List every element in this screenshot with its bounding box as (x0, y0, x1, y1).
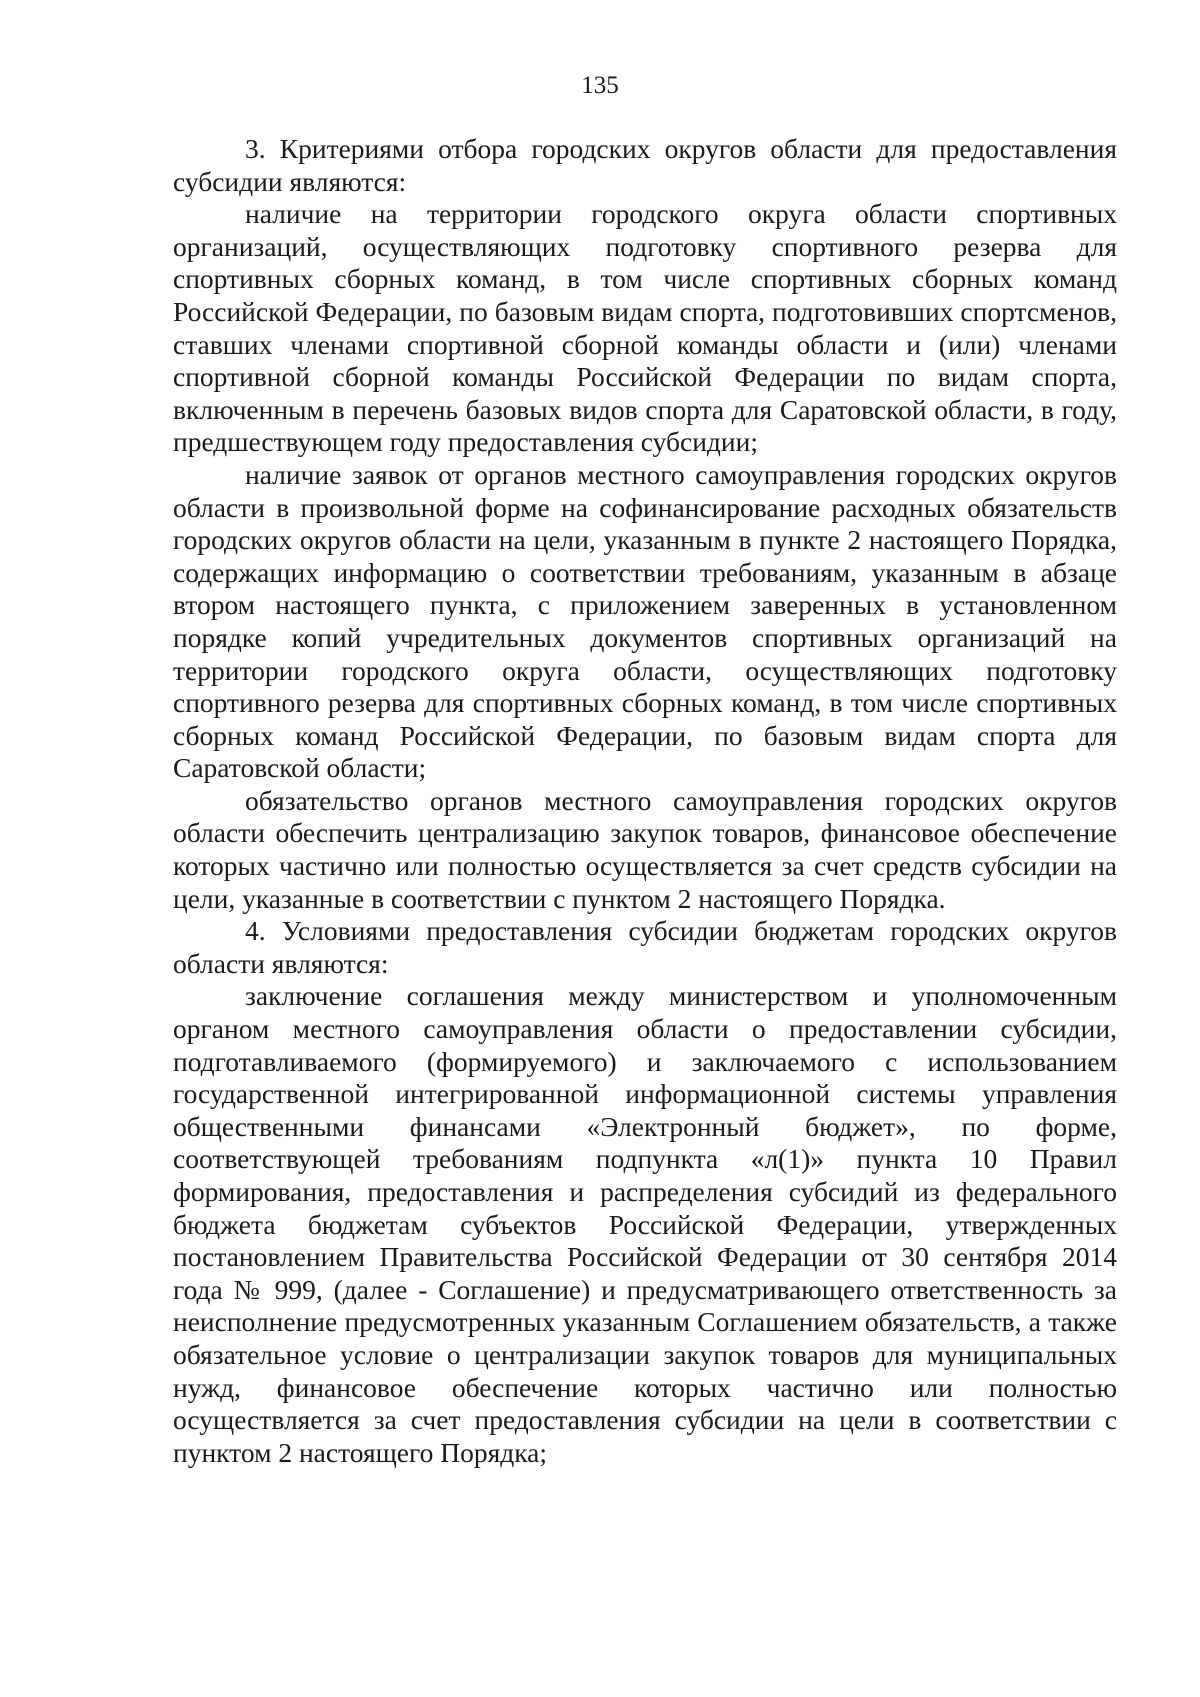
paragraph-conditions-agreement: заключение соглашения между министерством и уполномоченным органом местного самоуправления области о предоставлении субсидии, подготавливаемого (формируемого) и заключаемого с использованием государственной интегрированной информационной системы управления общественными финансами «Электронный бюджет», по форме, соответствующей требованиям подпункта «л(1)» пункта 10 Правил формирования, предоставления и распределения субсидий из федерального бюджета бюджетам субъектов Российской Федерации, утвержденных постановлением Правительства Российской Федерации от 30 сентября 2014 года № 999, (далее - Соглашение) и предусматривающего ответственность за неисполнение предусмотренных указанным Соглашением обязательств, а также обязательное условие о централизации закупок товаров для муниципальных нужд, финансовое обеспечение которых частично или полностью осуществляется за счет предоставления субсидии на цели в соответствии с пунктом 2 настоящего Порядка; (173, 980, 1117, 1468)
paragraph-criteria-procurement-obligation: обязательство органов местного самоуправления городских округов области обеспечить централизацию закупок товаров, финансовое обеспечение которых частично или полностью осуществляется за счет средств субсидии на цели, указанные в соответствии с пунктом 2 настоящего Порядка. (173, 784, 1117, 914)
paragraph-criteria-heading: 3. Критериями отбора городских округов области для предоставления субсидии являются: (173, 133, 1117, 197)
paragraph-criteria-sports-organizations: наличие на территории городского округа области спортивных организаций, осуществляющих подготовку спортивного резерва для спортивных сборных команд, в том числе спортивных сборных команд Российской Федерации, по базовым видам спорта, подготовивших спортсменов, ставших членами спортивной сборной команды области и (или) членами спортивной сборной команды Российской Федерации по видам спорта, включенным в перечень базовых видов спорта для Саратовской области, в году, предшествующем году предоставления субсидии; (173, 198, 1117, 458)
paragraph-conditions-heading: 4. Условиями предоставления субсидии бюджетам городских округов области являются: (173, 915, 1117, 979)
paragraph-criteria-applications: наличие заявок от органов местного самоуправления городских округов области в произвольной форме на софинансирование расходных обязательств городских округов области на цели, указанным в пункте 2 настоящего Порядка, содержащих информацию о соответствии требованиям, указанным в абзаце втором настоящего пункта, с приложением заверенных в установленном порядке копий учредительных документов спортивных организаций на территории городского округа области, осуществляющих подготовку спортивного резерва для спортивных сборных команд, в том числе спортивных сборных команд Российской Федерации, по базовым видам спорта для Саратовской области; (173, 458, 1117, 784)
page-number: 135 (581, 72, 619, 99)
document-body (173, 133, 1117, 1469)
